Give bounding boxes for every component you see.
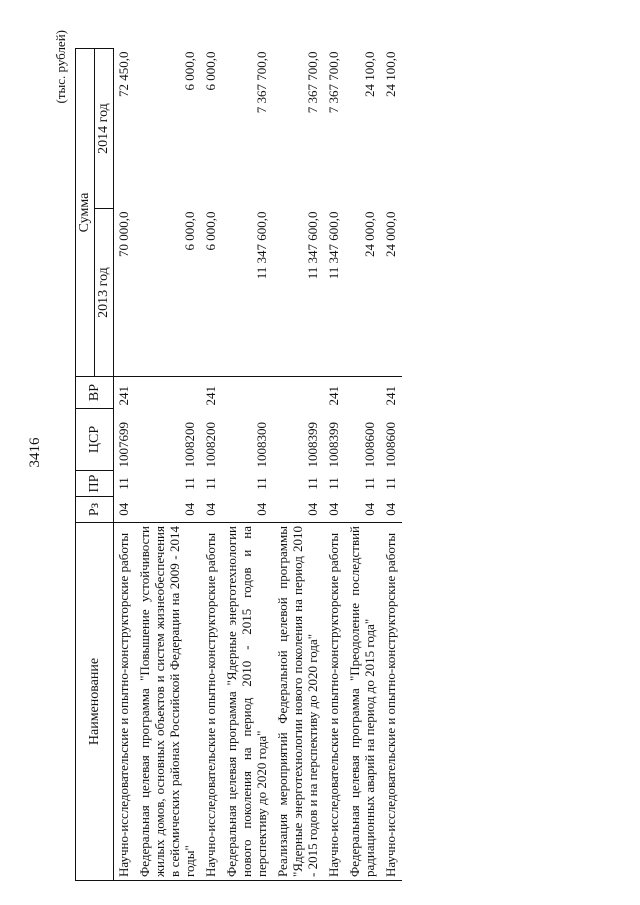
row-name: Научно-исследовательские и опытно-конструкторские работы bbox=[324, 523, 345, 881]
row-sum-2014: 6 000,0 bbox=[203, 51, 218, 91]
table-row bbox=[273, 49, 324, 881]
row-name: Научно-исследовательские и опытно-конструкторские работы bbox=[201, 523, 222, 881]
row-rz: 04 bbox=[116, 502, 131, 516]
row-sum-2013: 24 000,0 bbox=[381, 209, 402, 377]
row-name: Федеральная целевая программа "Повышение устойчивости жилых домов, основных объектов и систем жизнеобеспечения в сейсмических районах Российской Федерации на 2009 - 2014 годы" bbox=[135, 523, 201, 881]
row-vr: 241 bbox=[116, 386, 131, 406]
row-pr: 11 bbox=[254, 477, 269, 490]
header-sum: Сумма bbox=[76, 49, 95, 377]
table-row bbox=[201, 49, 222, 881]
units-note: (тыс. рублей) bbox=[53, 30, 68, 104]
header-csr: ЦСР bbox=[76, 409, 114, 471]
row-vr: 241 bbox=[383, 386, 398, 406]
row-vr bbox=[135, 377, 201, 409]
table-row bbox=[222, 49, 273, 881]
table-row bbox=[345, 49, 381, 881]
row-pr: 11 bbox=[182, 477, 197, 490]
row-sum-2013: 11 347 600,0 bbox=[273, 209, 324, 377]
row-sum-2013: 6 000,0 bbox=[135, 209, 201, 377]
row-rz: 04 bbox=[182, 502, 197, 516]
row-name: Научно-исследовательские и опытно-конструкторские работы bbox=[114, 523, 136, 881]
header-year-2013: 2013 год bbox=[95, 209, 114, 377]
row-pr: 11 bbox=[326, 477, 341, 490]
row-csr: 1008600 bbox=[362, 422, 377, 468]
row-sum-2014: 7 367 700,0 bbox=[254, 51, 269, 114]
row-rz: 04 bbox=[203, 502, 218, 516]
header-pr: ПР bbox=[76, 471, 114, 497]
row-vr: 241 bbox=[326, 386, 341, 406]
table-row bbox=[114, 49, 136, 881]
row-name: Научно-исследовательские и опытно-конструкторские работы bbox=[381, 523, 402, 881]
row-sum-2014: 7 367 700,0 bbox=[326, 51, 341, 114]
row-vr bbox=[222, 377, 273, 409]
header-vr: ВР bbox=[76, 377, 114, 409]
row-pr: 11 bbox=[116, 477, 131, 490]
row-csr: 1008200 bbox=[182, 422, 197, 468]
row-csr: 1008300 bbox=[254, 422, 269, 468]
table-row bbox=[324, 49, 345, 881]
header-year-2014: 2014 год bbox=[95, 49, 114, 209]
row-rz: 04 bbox=[326, 502, 341, 516]
table-row bbox=[135, 49, 201, 881]
row-rz: 04 bbox=[383, 502, 398, 516]
row-name: Федеральная целевая программа "Преодоление последствий радиационных аварий на период до 2015 года" bbox=[345, 523, 381, 881]
budget-table bbox=[75, 48, 402, 881]
row-sum-2013: 70 000,0 bbox=[114, 209, 136, 377]
row-vr: 241 bbox=[203, 386, 218, 406]
row-csr: 1008600 bbox=[383, 422, 398, 468]
row-vr bbox=[345, 377, 381, 409]
row-csr: 1008399 bbox=[305, 422, 320, 468]
row-sum-2013: 6 000,0 bbox=[201, 209, 222, 377]
row-sum-2014: 7 367 700,0 bbox=[305, 51, 320, 114]
row-sum-2014: 24 100,0 bbox=[362, 51, 377, 97]
row-csr: 1008399 bbox=[326, 422, 341, 468]
row-csr: 1008200 bbox=[203, 422, 218, 468]
row-pr: 11 bbox=[383, 477, 398, 490]
header-name: Наименование bbox=[76, 523, 114, 881]
row-sum-2014: 6 000,0 bbox=[182, 51, 197, 91]
table-body bbox=[114, 49, 403, 881]
row-pr: 11 bbox=[203, 477, 218, 490]
row-csr: 1007699 bbox=[116, 422, 131, 468]
header-rz: Рз bbox=[76, 497, 114, 523]
row-rz: 04 bbox=[362, 502, 377, 516]
page-number: 3416 bbox=[27, 437, 43, 468]
row-name: Федеральная целевая программа "Ядерные энерготехнологии нового поколения на период 2010 - 2015 годов и на перспективу до 2020 года" bbox=[222, 523, 273, 881]
row-sum-2013: 24 000,0 bbox=[345, 209, 381, 377]
table-row bbox=[381, 49, 402, 881]
row-vr bbox=[273, 377, 324, 409]
row-rz: 04 bbox=[305, 502, 320, 516]
row-sum-2014: 72 450,0 bbox=[116, 51, 131, 97]
row-sum-2013: 11 347 600,0 bbox=[222, 209, 273, 377]
row-sum-2014: 24 100,0 bbox=[383, 51, 398, 97]
row-sum-2013: 11 347 600,0 bbox=[324, 209, 345, 377]
row-rz: 04 bbox=[254, 502, 269, 516]
table-header bbox=[76, 49, 114, 881]
row-name: Реализация мероприятий Федеральной целевой программы "Ядерные энерготехнологии нового поколения на период 2010 - 2015 годов и на перспективу до 2020 года" bbox=[273, 523, 324, 881]
row-pr: 11 bbox=[305, 477, 320, 490]
row-pr: 11 bbox=[362, 477, 377, 490]
